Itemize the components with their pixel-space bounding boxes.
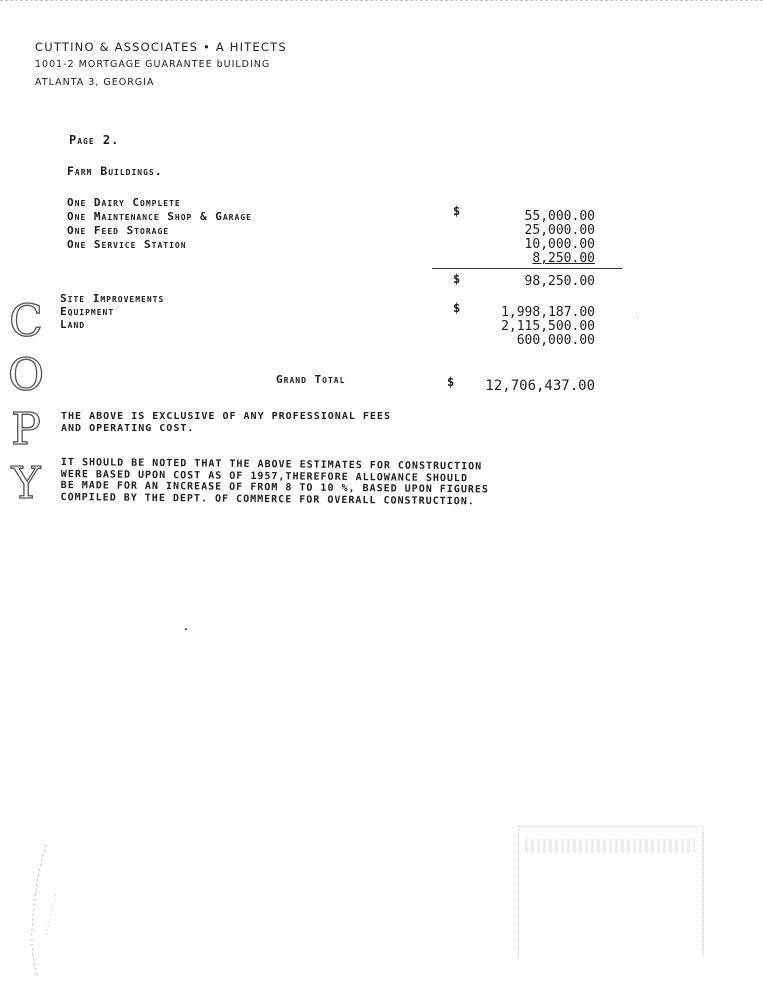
copy-stamp xyxy=(6,295,46,511)
letterhead xyxy=(35,38,287,92)
other-amounts xyxy=(501,306,595,348)
ink-dot xyxy=(185,628,187,630)
grand-total-label: Grand Total xyxy=(276,373,346,386)
firm-address-line-2: ATLANTA 3, GEORGIA xyxy=(35,77,155,88)
note-line: IT SHOULD BE NOTED THAT THE ABOVE ESTIMATES FOR CONSTRUCTION xyxy=(60,457,483,473)
note-cost-basis xyxy=(61,457,490,507)
firm-address-line-1: 1001-2 MORTGAGE GUARANTEE bUILDING xyxy=(35,59,271,70)
farm-items-list xyxy=(67,196,252,252)
section-title: Farm Buildings. xyxy=(67,164,163,178)
note-line: THE ABOVE IS EXCLUSIVE OF ANY PROFESSIONAL FEES xyxy=(61,411,391,422)
faint-signature-mark xyxy=(26,840,66,980)
list-item: Land xyxy=(60,318,86,331)
grand-total-amount xyxy=(485,379,595,393)
list-item: One Dairy Complete xyxy=(67,196,181,209)
dollar-sign: $ xyxy=(447,375,455,389)
stamp-letter: P xyxy=(11,404,41,455)
list-item: Site Improvements xyxy=(60,292,165,305)
note-exclusions xyxy=(61,411,391,434)
subtotal-rule xyxy=(432,268,622,269)
ink-dot xyxy=(637,317,638,318)
firm-name: CUTTINO & ASSOCIATES • A HITECTS xyxy=(35,40,287,54)
other-items-list xyxy=(60,292,164,331)
farm-amounts xyxy=(525,210,595,266)
subtotal-amount xyxy=(525,275,595,289)
amount: 8,250.00 xyxy=(532,251,595,266)
dollar-sign: $ xyxy=(453,272,461,286)
amount: 2,115,500.00 xyxy=(501,319,595,334)
faint-smudge xyxy=(525,839,695,853)
amount: 600,000.00 xyxy=(516,333,595,348)
amount: 1,998,187.00 xyxy=(501,305,595,320)
note-line: BE MADE FOR AN INCREASE OF FROM 8 TO 10 %, BASED UPON FIGURES xyxy=(60,479,490,496)
note-line: WERE BASED UPON COST AS OF 1957,THEREFORE ALLOWANCE SHOULD xyxy=(60,468,469,484)
faint-stamp-box xyxy=(518,826,704,957)
note-line: COMPILED BY THE DEPT. OF COMMERCE FOR OVERALL CONSTRUCTION. xyxy=(60,491,475,507)
list-item: One Feed Storage xyxy=(67,224,170,237)
amount: 25,000.00 xyxy=(524,223,595,238)
page-top-border xyxy=(0,0,763,1)
list-item: One Maintenance Shop & Garage xyxy=(67,210,252,223)
stamp-letter: Y xyxy=(11,458,41,509)
stamp-letter: O xyxy=(7,350,45,401)
amount: 98,250.00 xyxy=(524,274,595,289)
list-item: Equipment xyxy=(60,305,115,318)
stamp-letter: C xyxy=(9,296,43,347)
amount: 55,000.00 xyxy=(524,209,595,224)
dollar-sign: $ xyxy=(453,204,461,218)
page-label: Page 2. xyxy=(69,133,120,147)
note-line: AND OPERATING COST. xyxy=(61,422,195,434)
dollar-sign: $ xyxy=(453,301,461,315)
list-item: One Service Station xyxy=(67,238,187,251)
amount: 10,000.00 xyxy=(524,237,595,252)
amount: 12,706,437.00 xyxy=(485,378,595,394)
